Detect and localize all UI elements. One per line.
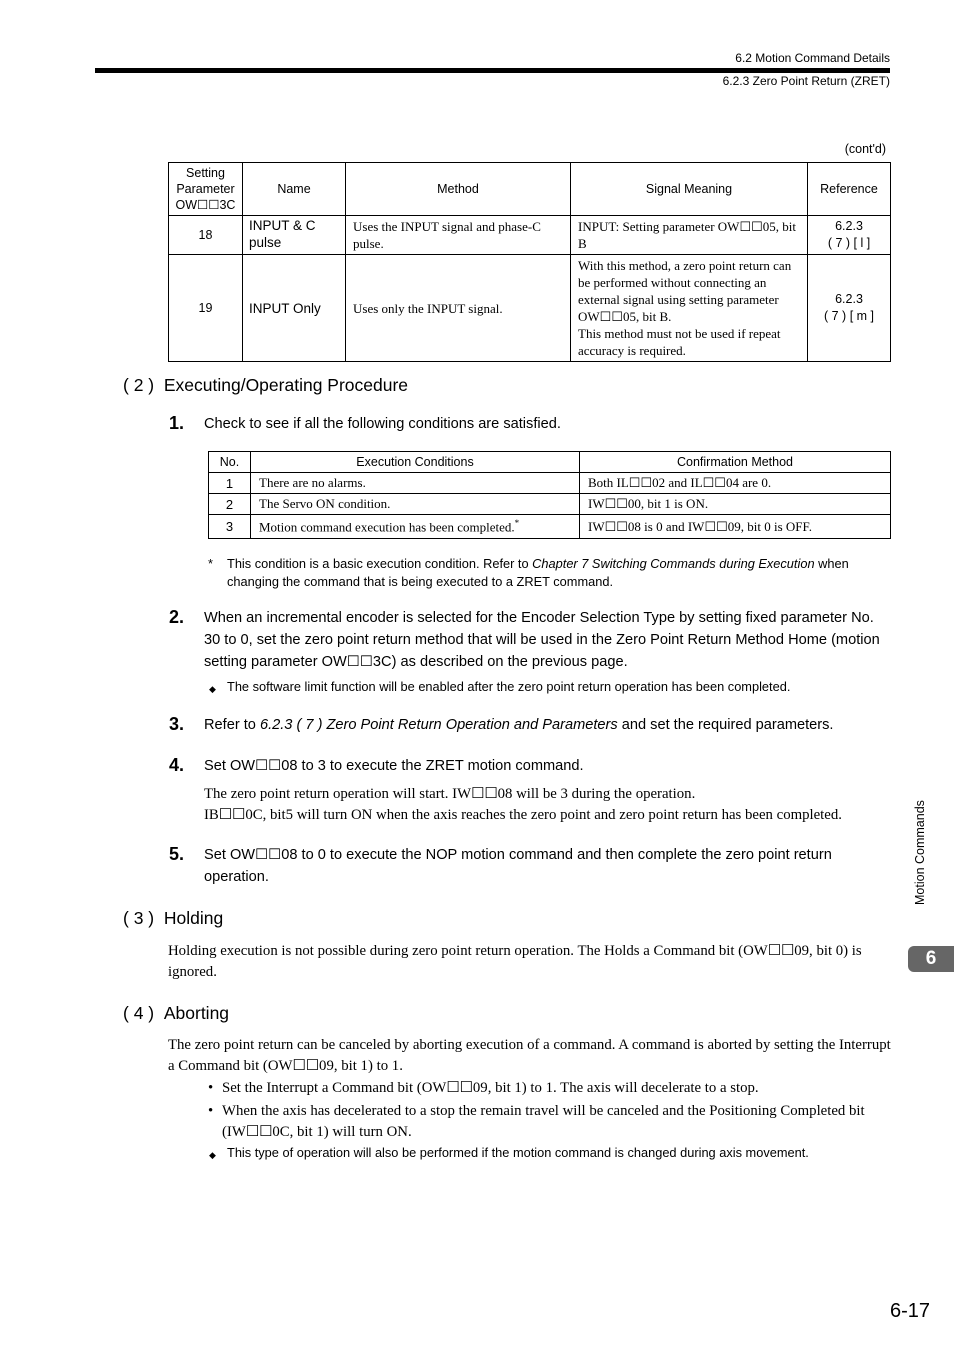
zero-return-method-table bbox=[168, 162, 891, 362]
header-subsection: 6.2.3 Zero Point Return (ZRET) bbox=[722, 74, 890, 88]
condition-text: Motion command execution has been completed. bbox=[259, 519, 515, 535]
header-rule bbox=[95, 68, 890, 73]
step-3-post: and set the required parameters. bbox=[617, 717, 834, 733]
cell-condition: There are no alarms. bbox=[251, 473, 580, 494]
step-2-note: The software limit function will be enabled after the zero point return operation has been completed. bbox=[227, 679, 791, 694]
page-number: 6-17 bbox=[889, 1300, 930, 1322]
contd-label: (cont'd) bbox=[844, 142, 886, 156]
execution-conditions-table bbox=[208, 451, 891, 539]
step-3-text bbox=[204, 714, 834, 736]
step-1-text: Check to see if all the following conditions are satisfied. bbox=[204, 416, 561, 432]
col-header-signal: Signal Meaning bbox=[571, 163, 808, 216]
step-3-pre: Refer to bbox=[204, 717, 260, 733]
footnote-post: when changing the command that is being executed to a ZRET command. bbox=[227, 556, 849, 589]
cell-no: 1 bbox=[209, 473, 251, 494]
table-row bbox=[209, 473, 891, 494]
step-5-text: Set OW☐☐08 to 0 to execute the NOP motion command and then complete the zero point return operation. bbox=[204, 847, 832, 885]
section-3-title: Holding bbox=[163, 908, 224, 928]
cell-confirmation: IW☐☐08 is 0 and IW☐☐09, bit 0 is OFF. bbox=[580, 515, 891, 539]
cell-signal: INPUT: Setting parameter OW☐☐05, bit B bbox=[571, 216, 808, 255]
cell-condition: The Servo ON condition. bbox=[251, 494, 580, 515]
diamond-bullet-icon: ◆ bbox=[209, 684, 216, 694]
cell-no: 3 bbox=[209, 515, 251, 539]
step-1-number: 1. bbox=[169, 413, 185, 433]
sidebar-chapter-label: Motion Commands bbox=[913, 800, 927, 905]
step-4-number: 4. bbox=[169, 755, 185, 775]
bullet-dot-icon: • bbox=[208, 1080, 214, 1096]
cell-no: 2 bbox=[209, 494, 251, 515]
section-4-bullet-1: Set the Interrupt a Command bit (OW☐☐09, bit 1) to 1. The axis will decelerate to a stop. bbox=[222, 1080, 759, 1096]
cell-method: Uses only the INPUT signal. bbox=[346, 255, 571, 362]
section-3-heading bbox=[123, 908, 223, 929]
section-4-bullet-2: When the axis has decelerated to a stop the remain travel will be canceled and the Positioning Completed bit (IW☐☐0C, bit 1) will turn ON. bbox=[222, 1103, 865, 1140]
footnote-mark: * bbox=[208, 556, 213, 571]
cell-method: Uses the INPUT signal and phase-C pulse. bbox=[346, 216, 571, 255]
table-header-row bbox=[209, 452, 891, 473]
section-4-heading bbox=[123, 1003, 229, 1024]
step-4-body-2: IB☐☐0C, bit5 will turn ON when the axis reaches the zero point and zero point return has been completed. bbox=[204, 807, 842, 823]
table-row bbox=[209, 494, 891, 515]
step-4-body-1: The zero point return operation will start. IW☐☐08 will be 3 during the operation. bbox=[204, 786, 696, 802]
section-4-body: The zero point return can be canceled by aborting execution of a command. A command is aborted by setting the Interrupt a Command bit (OW☐☐09, bit 1) to 1. bbox=[168, 1037, 891, 1074]
cell-param: 19 bbox=[169, 255, 243, 362]
cell-reference: 6.2.3 ( 7 ) [ m ] bbox=[808, 255, 891, 362]
diamond-bullet-icon: ◆ bbox=[209, 1150, 216, 1160]
chapter-tab: 6 bbox=[908, 946, 954, 972]
col-header-conditions: Execution Conditions bbox=[251, 452, 580, 473]
col-header-reference: Reference bbox=[808, 163, 891, 216]
col-header-name: Name bbox=[243, 163, 346, 216]
footnote-chapter-ref: Chapter 7 Switching Commands during Execution bbox=[532, 556, 815, 571]
cell-name: INPUT & C pulse bbox=[243, 216, 346, 255]
step-3-section-ref: 6.2.3 ( 7 ) Zero Point Return Operation and Parameters bbox=[259, 717, 618, 733]
step-2-number: 2. bbox=[169, 607, 185, 627]
step-4-text: Set OW☐☐08 to 3 to execute the ZRET motion command. bbox=[204, 758, 584, 774]
step-3-number: 3. bbox=[169, 714, 185, 734]
cell-reference: 6.2.3 ( 7 ) [ l ] bbox=[808, 216, 891, 255]
header-section: 6.2 Motion Command Details bbox=[735, 51, 890, 65]
section-2-title: Executing/Operating Procedure bbox=[163, 375, 409, 395]
col-header-param: Setting Parameter OW☐☐3C bbox=[169, 163, 243, 216]
col-header-method: Method bbox=[346, 163, 571, 216]
section-3-body: Holding execution is not possible during zero point return operation. The Holds a Command bit (OW☐☐09, bit 0) is ignored. bbox=[168, 943, 862, 980]
cell-param: 18 bbox=[169, 216, 243, 255]
col-header-confirmation: Confirmation Method bbox=[580, 452, 891, 473]
cell-confirmation: IW☐☐00, bit 1 is ON. bbox=[580, 494, 891, 515]
section-4-number: ( 4 ) bbox=[123, 1003, 155, 1023]
bullet-dot-icon: • bbox=[208, 1103, 214, 1119]
section-4-title: Aborting bbox=[163, 1003, 230, 1023]
table-row bbox=[169, 255, 891, 362]
step-5-number: 5. bbox=[169, 844, 185, 864]
footnote-marker: * bbox=[514, 517, 520, 528]
table-row bbox=[209, 515, 891, 539]
cell-confirmation: Both IL☐☐02 and IL☐☐04 are 0. bbox=[580, 473, 891, 494]
footnote-pre: This condition is a basic execution condition. Refer to bbox=[227, 556, 533, 571]
cell-name: INPUT Only bbox=[243, 255, 346, 362]
cell-signal: With this method, a zero point return can be performed without connecting an external signal using setting parameter OW☐☐05, bit B. This method must not be used if repeat accuracy is required. bbox=[571, 255, 808, 362]
cell-condition bbox=[251, 515, 580, 539]
section-2-number: ( 2 ) bbox=[123, 375, 155, 395]
footnote-text bbox=[227, 555, 891, 591]
step-2-text: When an incremental encoder is selected for the Encoder Selection Type by setting fixed parameter No. 30 to 0, set the zero point return method that will be used in the Zero Point Return Method Home (motion setting parameter OW☐☐3C) as described on the previous page. bbox=[204, 610, 880, 670]
col-header-no: No. bbox=[209, 452, 251, 473]
section-3-number: ( 3 ) bbox=[123, 908, 155, 928]
section-4-note: This type of operation will also be performed if the motion command is changed during axis movement. bbox=[227, 1145, 809, 1160]
table-header-row bbox=[169, 163, 891, 216]
section-2-heading bbox=[123, 375, 408, 396]
table-row bbox=[169, 216, 891, 255]
